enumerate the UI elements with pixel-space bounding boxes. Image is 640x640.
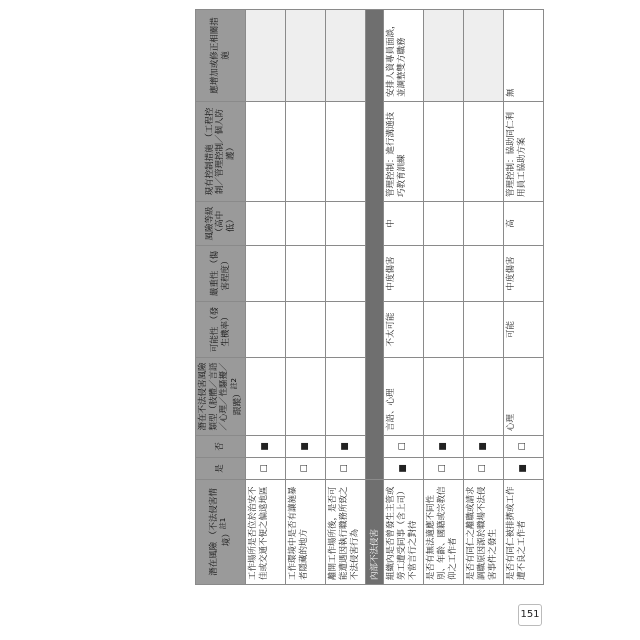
header-row bbox=[196, 10, 246, 585]
cell-severity bbox=[424, 246, 464, 302]
checkbox-yes: ■ bbox=[384, 458, 424, 480]
checkbox-no: ■ bbox=[246, 436, 286, 458]
cell-risk: 離開工作場所後，是否可能遭遇因執行職務所致之不法侵害行為 bbox=[326, 480, 366, 585]
cell-risk: 是否有同仁之離職或請求調職原因源於職場不法侵害事件之發生 bbox=[464, 480, 504, 585]
table-body-internal bbox=[384, 10, 544, 585]
header-probability: 可能性 （發生機率） bbox=[196, 302, 246, 358]
cell-type bbox=[424, 358, 464, 436]
cell-controls: 管理控制：進行溝通技巧教育訓練 bbox=[384, 102, 424, 202]
cell-controls bbox=[246, 102, 286, 202]
cell-type bbox=[286, 358, 326, 436]
table-row bbox=[286, 10, 326, 585]
cell-severity bbox=[464, 246, 504, 302]
cell-risk: 工作場所是否位於治安不佳或交通不便之偏遠地區 bbox=[246, 480, 286, 585]
checkbox-no: ■ bbox=[286, 436, 326, 458]
table-row bbox=[326, 10, 366, 585]
checkbox-no: ☐ bbox=[504, 436, 544, 458]
checkbox-yes: ☐ bbox=[464, 458, 504, 480]
checkbox-yes: ☐ bbox=[424, 458, 464, 480]
checkbox-yes: ☐ bbox=[326, 458, 366, 480]
checkbox-no: ■ bbox=[464, 436, 504, 458]
cell-probability: 不太可能 bbox=[384, 302, 424, 358]
table-body-external bbox=[246, 10, 366, 585]
cell-probability: 可能 bbox=[504, 302, 544, 358]
cell-level bbox=[286, 202, 326, 246]
header-type: 潛在不法侵害風險類型（肢體／言語／心理／性騷擾／跟蹤）$^{註2}$ bbox=[196, 358, 246, 436]
header-yes: 是 bbox=[196, 458, 246, 480]
section-band-fill bbox=[366, 10, 384, 480]
header-no: 否 bbox=[196, 436, 246, 458]
header-level: 風險等級 （高中低） bbox=[196, 202, 246, 246]
cell-severity bbox=[326, 246, 366, 302]
cell-probability bbox=[464, 302, 504, 358]
cell-controls bbox=[424, 102, 464, 202]
cell-level bbox=[326, 202, 366, 246]
cell-probability bbox=[424, 302, 464, 358]
table-row bbox=[424, 10, 464, 585]
cell-improve: 安排人資專員面談，並調整雙方職務 bbox=[384, 10, 424, 102]
cell-controls: 管理控制：協助同仁利用員工協助方案 bbox=[504, 102, 544, 202]
cell-level bbox=[464, 202, 504, 246]
cell-level: 高 bbox=[504, 202, 544, 246]
cell-controls bbox=[464, 102, 504, 202]
cell-type: 言語、心理 bbox=[384, 358, 424, 436]
cell-level: 中 bbox=[384, 202, 424, 246]
header-risk: 潛在風險 （不法侵害情境）$^{註1}$ bbox=[196, 480, 246, 585]
cell-type bbox=[246, 358, 286, 436]
checkbox-yes: ☐ bbox=[286, 458, 326, 480]
cell-level bbox=[424, 202, 464, 246]
cell-type bbox=[326, 358, 366, 436]
cell-improve bbox=[326, 10, 366, 102]
checkbox-yes: ■ bbox=[504, 458, 544, 480]
header-severity: 嚴重性 （傷害程度） bbox=[196, 246, 246, 302]
header-improve: 應增加或修正相關措施 bbox=[196, 10, 246, 102]
section-band bbox=[366, 10, 384, 585]
cell-severity bbox=[246, 246, 286, 302]
cell-improve bbox=[286, 10, 326, 102]
cell-risk: 工作環境中是否有讓施暴者隱藏的地方 bbox=[286, 480, 326, 585]
cell-type: 心理 bbox=[504, 358, 544, 436]
checkbox-no: ■ bbox=[326, 436, 366, 458]
cell-probability bbox=[286, 302, 326, 358]
page-number: 151 bbox=[518, 604, 542, 626]
cell-controls bbox=[286, 102, 326, 202]
header-controls: 現有控制措施 （工程控制／管理控制／個人防護） bbox=[196, 102, 246, 202]
rotated-table-container bbox=[195, 10, 540, 585]
cell-type bbox=[464, 358, 504, 436]
cell-controls bbox=[326, 102, 366, 202]
cell-probability bbox=[326, 302, 366, 358]
risk-assessment-table bbox=[195, 9, 544, 585]
cell-improve: 無 bbox=[504, 10, 544, 102]
checkbox-no: ■ bbox=[424, 436, 464, 458]
section-label: 內部不法侵害 bbox=[366, 480, 384, 585]
cell-improve bbox=[424, 10, 464, 102]
table-row bbox=[464, 10, 504, 585]
table-row bbox=[384, 10, 424, 585]
cell-improve bbox=[246, 10, 286, 102]
cell-risk: 是否有無法適應不同性別、年齡、國籍或宗教信仰之工作者 bbox=[424, 480, 464, 585]
table-row bbox=[246, 10, 286, 585]
cell-severity bbox=[286, 246, 326, 302]
cell-risk: 組織內是否曾發生主管或勞工遭受同事（含上司）不當言行之對待 bbox=[384, 480, 424, 585]
cell-risk: 是否有同仁被排擠或工作遭不良之工作者 bbox=[504, 480, 544, 585]
checkbox-yes: ☐ bbox=[246, 458, 286, 480]
cell-severity: 中度傷害 bbox=[384, 246, 424, 302]
checkbox-no: ☐ bbox=[384, 436, 424, 458]
cell-probability bbox=[246, 302, 286, 358]
cell-level bbox=[246, 202, 286, 246]
cell-severity: 中度傷害 bbox=[504, 246, 544, 302]
table-row bbox=[504, 10, 544, 585]
cell-improve bbox=[464, 10, 504, 102]
